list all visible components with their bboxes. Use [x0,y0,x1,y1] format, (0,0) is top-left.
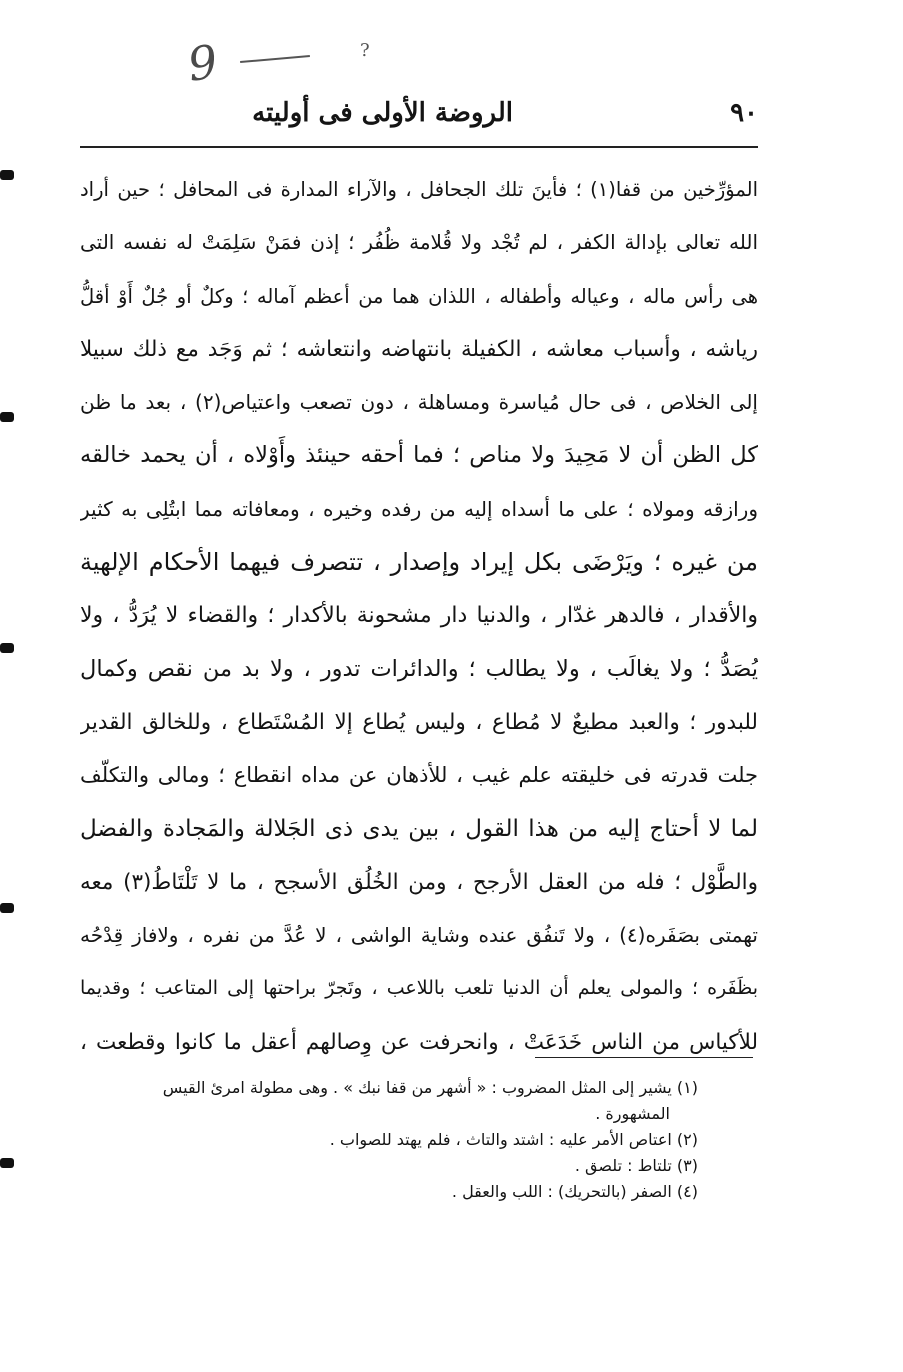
text-line: المؤرِّخين من قفا(١) ؛ فأينَ تلك الجحافل ، والآراء المدارة فى المحافل ؛ حين أراد [80,178,758,201]
scan-edge-mark [0,412,14,422]
text-line: هى رأس ماله ، وعياله وأطفاله ، اللذان هما من أعظم آماله ؛ وكلٌ أو جُلٌ أَوْ أقلُّ [80,284,758,308]
footnotes [80,1075,698,1205]
text-line: يُصَدُّ ؛ ولا يغالَب ، ولا يطالب ؛ والدائرات تدور ، ولا بد من نقص وكمال [80,655,758,682]
footnote-rule [535,1057,753,1058]
text-line: رياشه ، وأسباب معاشه ، الكفيلة بانتهاضه وانتعاشه ؛ ثم وَجَد مع ذلك سبيلا [80,336,758,362]
text-line: للبدور ؛ والعبد مطيعٌ لا مُطاع ، وليس يُطاع إلا المُسْتَطاع ، وللخالق القدير [80,709,758,735]
page-number: ٩٠ [730,98,758,128]
body-text [80,163,758,1069]
text-line: الله تعالى بإدالة الكفر ، لم تُجْد ولا قُلامة ظُفُر ؛ إذن فمَنْ سَلِمَتْ له نفسه التى [80,230,758,255]
footnote-1-continuation: المشهورة . [595,1104,670,1123]
footnote-2: (٢) اعتاص الأمر عليه : اشتد والتاث ، فلم يهتد للصواب . [329,1130,698,1149]
running-title: الروضة الأولى فى أوليته [252,98,513,128]
footnote-1: (١) يشير إلى المثل المضروب : « أشهر من قفا نبك » . وهى مطولة امرئ القيس [162,1078,698,1097]
footnote-3: (٣) تلتاط : تلصق . [574,1156,698,1175]
handwritten-small-mark: ? [360,40,370,61]
text-line: تهمتى بصَفَره(٤) ، ولا تَنفُق عنده وشاية الواشى ، لا عُدَّ من نفره ، ولافاز قِدْحُه [80,923,758,948]
text-line: والأقدار ، فالدهر غدّار ، والدنيا دار مشحونة بالأكدار ؛ والقضاء لا يُرَدُّ ، ولا [80,603,758,629]
text-line: للأكياس من الناس خَدَعَتْ ، وانحرفت عن وِصالهم أعقل ما كانوا وقطعت ، [80,1029,758,1055]
text-line: جلت قدرته فى خليقته علم غيب ، للأذهان عن مداه انقطاع ؛ ومالى والتكلّف [80,763,758,788]
handwritten-scribble [240,55,310,63]
text-line: لما لا أحتاج إليه من هذا القول ، بين يدى ذى الجَلالة والمَجادة والفضل [80,815,758,842]
text-line: بظَفَره ؛ والمولى يعلم أن الدنيا تلعب باللاعب ، وتَجرّ براحتها إلى المتاعب ؛ وقديما [80,977,758,1000]
scan-edge-mark [0,1158,14,1168]
text-line: من غيره ؛ ويَرْضَى بكل إيراد وإصدار ، تتصرف فيهما الأحكام الإلهية [80,548,758,577]
text-line: والطَّوْل ؛ فله من العقل الأرجح ، ومن الخُلُق الأسجح ، ما لا تَلْتَاطُ(٣) معه [80,869,758,895]
scan-edge-mark [0,903,14,913]
header-rule [80,146,758,148]
text-line: إلى الخلاص ، فى حال مُياسرة ومساهلة ، دون تصعب واعتياص(٢) ، بعد ما ظن [80,390,758,415]
text-line: ورازقه ومولاه ؛ على ما أسداه إليه من رفده وخيره ، ومعافاته مما ابتُلِى به كثير [80,496,758,521]
text-line: كل الظن أن لا مَحِيدَ ولا مناص ؛ فما أحقه حينئذ وأَوْلاه ، أن يحمد خالقه [80,442,758,469]
page-header [80,98,758,134]
handwritten-page-annotation: 9 [184,34,221,92]
footnote-4: (٤) الصفر (بالتحريك) : اللب والعقل . [451,1182,698,1201]
scan-edge-mark [0,643,14,653]
scan-edge-mark [0,170,14,180]
